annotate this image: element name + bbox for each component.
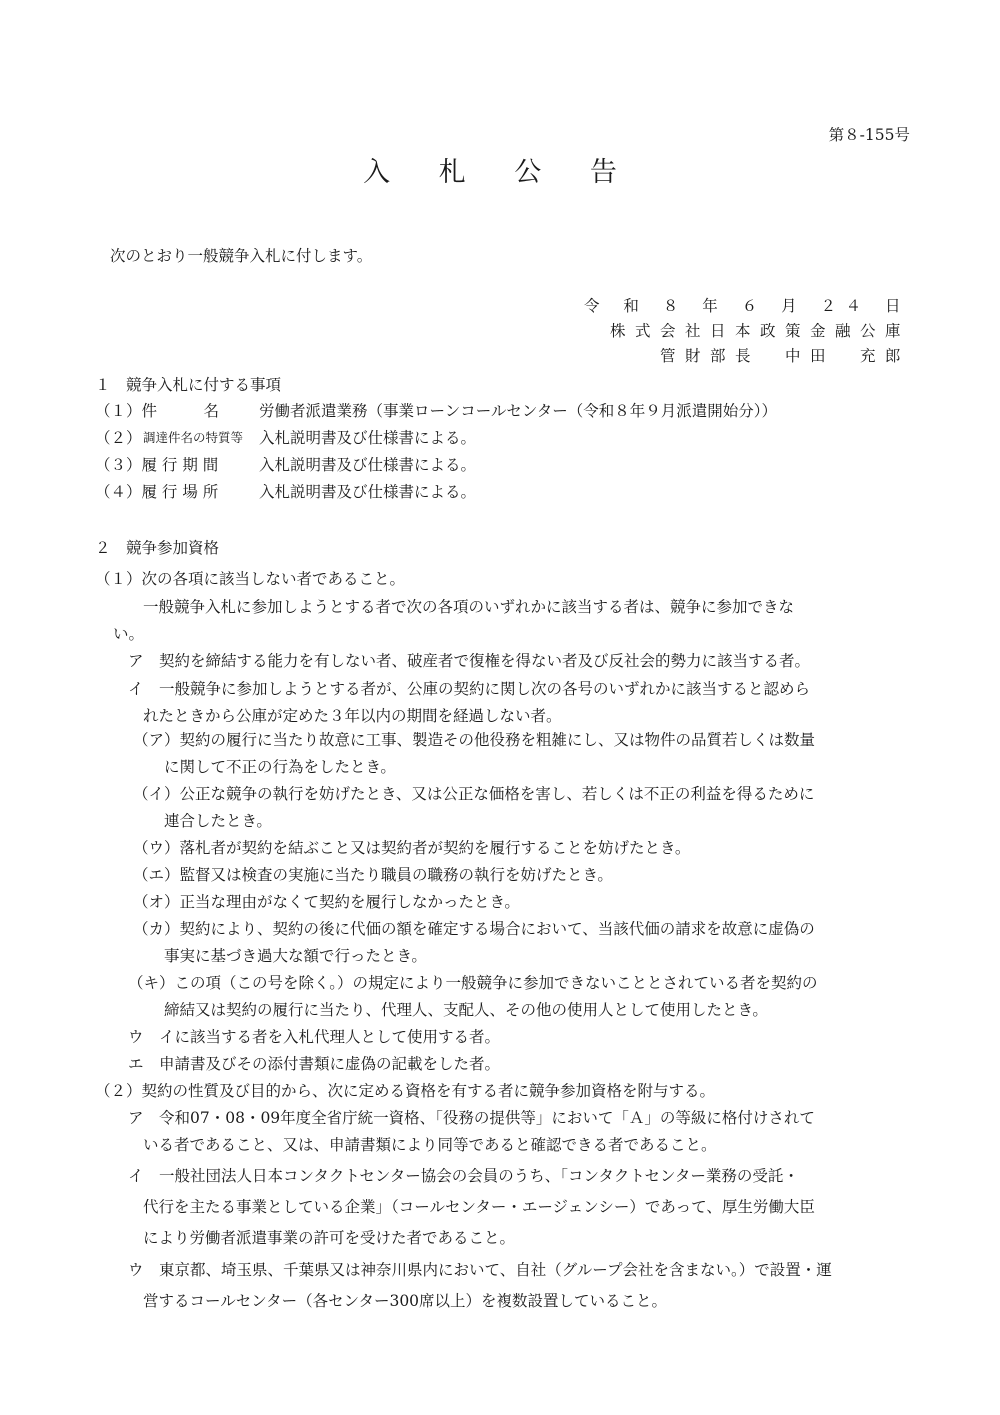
subclause-ki: （キ）この項（この号を除く。）の規定により一般競争に参加できないこととされている者を契約の [128,974,818,992]
para-1-text: 一般競争入札に参加しようとする者で次の各項のいずれかに該当する者は、競争に参加できな [143,598,795,616]
para-2-clause-a: ア 令和07・08・09年度全省庁統一資格、「役務の提供等」において「Ａ」の等級に格付けされて [128,1109,815,1127]
para-2-clause-u: ウ 東京都、埼玉県、千葉県又は神奈川県内において、自社（グループ会社を含まない。）で設置・運 [128,1261,832,1279]
item-1-text: 労働者派遣業務（事業ローンコールセンター（令和８年９月派遣開始分）） [259,402,778,420]
para-1-text-cont: い。 [113,625,145,643]
issue-date: 令 和 ８ 年 ６ 月 ２４ 日 [584,297,910,315]
para-2-clause-u-cont: 営するコールセンター（各センター300席以上）を複数設置していること。 [143,1292,668,1310]
para-2-clause-a-cont: いる者であること、又は、申請書類により同等であると確認できる者であること。 [143,1136,717,1154]
clause-i: イ 一般競争に参加しようとする者が、公庫の契約に関し次の各号のいずれかに該当すると認めら [128,680,811,698]
item-1-label: （１）件 名 [95,402,220,420]
section-1-heading: １ 競争入札に付する事項 [95,376,282,394]
subclause-ka-cont: 事実に基づき過大な額で行ったとき。 [164,947,427,965]
para-2: （２）契約の性質及び目的から、次に定める資格を有する者に競争参加資格を附与する。 [95,1082,716,1100]
subclause-o: （オ）正当な理由がなくて契約を履行しなかったとき。 [133,893,520,911]
subclause-i-cont: 連合したとき。 [164,812,272,830]
para-2-clause-i: イ 一般社団法人日本コンタクトセンター協会の会員のうち、「コンタクトセンター業務の受託・ [128,1167,799,1185]
para-2-clause-i-cont-1: 代行を主たる事業としている企業」（コールセンター・エージェンシー）であって、厚生労働大臣 [143,1198,815,1216]
clause-e: エ 申請書及びその添付書類に虚偽の記載をした者。 [128,1055,501,1073]
subclause-ka: （カ）契約により、契約の後に代価の額を確定する場合において、当該代価の請求を故意に虚偽の [133,920,815,938]
clause-a: ア 契約を締結する能力を有しない者、破産者で復権を得ない者及び反社会的勢力に該当する者。 [128,652,811,670]
subclause-a: （ア）契約の履行に当たり故意に工事、製造その他役務を粗雑にし、又は物件の品質若しくは数量 [133,731,816,749]
para-1: （１）次の各項に該当しない者であること。 [95,570,406,588]
item-3-text: 入札説明書及び仕様書による。 [259,456,477,474]
subclause-e: （エ）監督又は検査の実施に当たり職員の職務の執行を妨げたとき。 [133,866,613,884]
section-2-heading: ２ 競争参加資格 [95,539,220,557]
page-title: 入 札 公 告 [363,157,637,188]
notice-number: 第８-155号 [828,126,910,144]
subclause-a-cont: に関して不正の行為をしたとき。 [164,758,396,776]
clause-u: ウ イに該当する者を入札代理人として使用する者。 [128,1028,501,1046]
subclause-i: （イ）公正な競争の執行を妨げたとき、又は公正な価格を害し、若しくは不正の利益を得るために [133,785,815,803]
subclause-u: （ウ）落札者が契約を結ぶこと又は契約者が契約を履行することを妨げたとき。 [133,839,691,857]
clause-i-cont: れたときから公庫が定めた３年以内の期間を経過しない者。 [143,707,562,725]
para-2-clause-i-cont-2: により労働者派遣事業の許可を受けた者であること。 [143,1229,516,1247]
item-2-text: 入札説明書及び仕様書による。 [259,429,477,447]
subclause-ki-cont: 締結又は契約の履行に当たり、代理人、支配人、その他の使用人として使用したとき。 [164,1001,768,1019]
item-2-label: 調達件名の特質等 [143,430,244,445]
item-3-label: （３）履 行 期 間 [95,456,219,474]
issuer-signer: 管財部長 中田 充郎 [659,347,910,365]
item-4-text: 入札説明書及び仕様書による。 [259,483,477,501]
intro-text: 次のとおり一般競争入札に付します。 [110,247,373,265]
item-2-prefix: （２） [95,429,142,447]
item-4-label: （４）履 行 場 所 [95,483,219,501]
issuer-org: 株式会社日本政策金融公庫 [609,322,910,340]
